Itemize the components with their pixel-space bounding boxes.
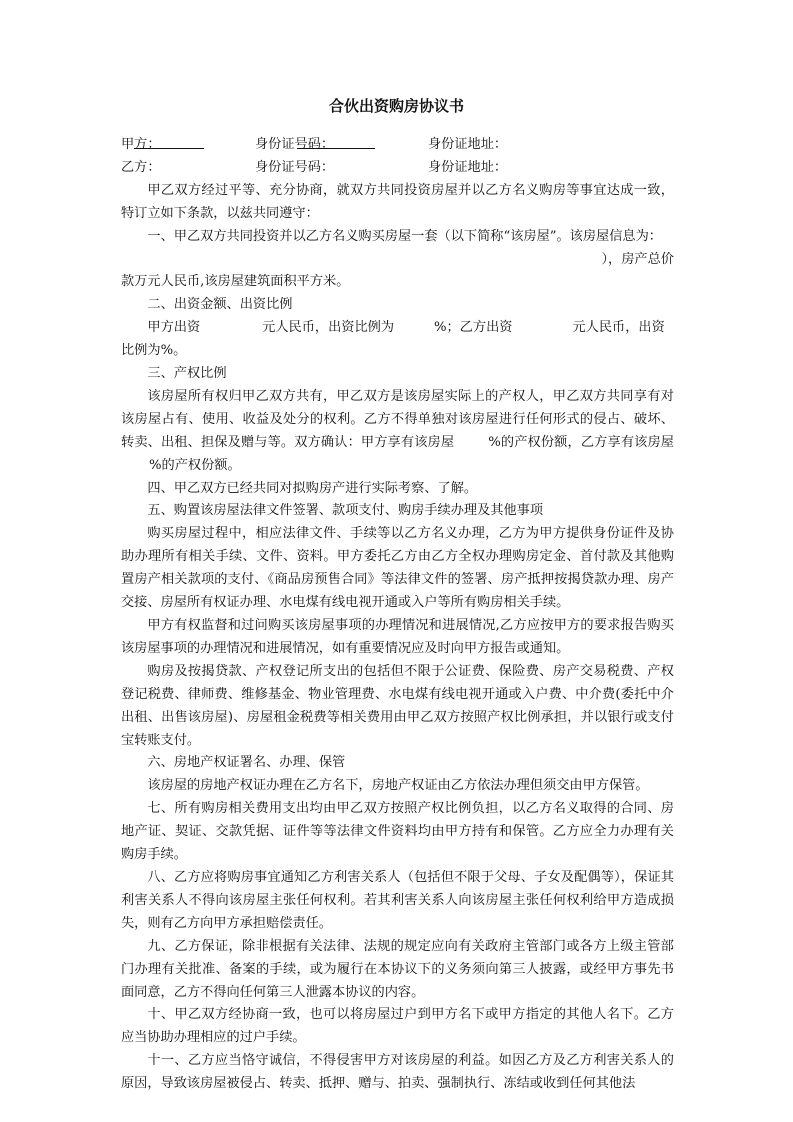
party-b-id-address: 身份证地址： (428, 159, 508, 175)
clause-1-area-label: 万元人民币,该房屋建筑面积 (134, 274, 297, 290)
document-title: 合伙出资购房协议书 (328, 97, 464, 115)
clause-3-body-3: %的产权份额。 (149, 457, 241, 473)
clause-3-body (121, 386, 674, 478)
clause-1-paragraph (121, 226, 674, 249)
clause-7: 七、所有购房相关费用支出均由甲乙双方按照产权比例负担，以乙方名义取得的合同、房地产证、契证、交款凭据、证件等等法律文件资料均由甲方持有和保管。乙方应全力办理有关购房手续。 (121, 801, 674, 863)
clause-5-paragraph-3: 购房及按揭贷款、产权登记所支出的包括但不限于公证费、保险费、房产交易税费、产权登记税费、律师费、维修基金、物业管理费、水电煤有线电视开通或入户费、中介费(委托中介出租、出售该房屋)、房屋租金税费等相关费用由甲乙双方按照产权比例承担，并以银行或支付宝转账支付。 (121, 663, 674, 748)
clause-8: 八、乙方应将购房事宜通知乙方利害关系人（包括但不限于父母、子女及配偶等），保证其利害关系人不得向该房屋主张任何权利。若其利害关系人向该房屋主张任何权利给甲方造成损失，则有乙方向甲方承担赔偿责任。 (121, 869, 674, 931)
party-b-id-number: 身份证号码： (255, 159, 335, 175)
clause-3-body-1: 该房屋所有权归甲乙双方共有，甲乙双方是该房屋实际上的产权人，甲乙双方共同享有对该房屋占有、使用、收益及处分的权利。乙方不得单独对该房屋进行任何形式的侵占、破坏、转卖、出租、担保及赠与等。双方确认：甲方享有该房屋 (121, 388, 674, 450)
clause-10: 十、甲乙双方经协商一致，也可以将房屋过户到甲方名下或甲方指定的其他人名下。乙方应当协助办理相应的过户手续。 (121, 1007, 674, 1046)
clause-1-area-unit: 平方米。 (296, 274, 350, 290)
clause-2-heading: 二、出资金额、出资比例 (147, 297, 293, 313)
clause-2-line2 (121, 340, 674, 363)
clause-2-f: %。 (160, 343, 187, 359)
clause-5-paragraph-2: 甲方有权监督和过问购买该房屋事项的办理情况和进展情况,乙方应按甲方的要求报告购买该房屋事项的办理情况和进展情况，如有重要情况应及时向甲方报告或通知。 (121, 618, 674, 656)
intro-paragraph: 甲乙双方经过平等、充分协商，就双方共同投资房屋并以乙方名义购房等事宜达成一致，特订立如下条款，以兹共同遵守： (121, 182, 674, 221)
clause-11: 十一、乙方应当恪守诚信，不得侵害甲方对该房屋的利益。如因乙方及乙方利害关系人的原因，导致该房屋被侵占、转卖、抵押、赠与、拍卖、强制执行、冻结或收到任何其他法 (121, 1053, 674, 1092)
clause-2-a: 甲方出资 (147, 320, 201, 336)
document-body (121, 134, 674, 1096)
clause-2-body (121, 317, 674, 340)
clause-1-price-label: 款 (121, 274, 135, 290)
clause-5-heading: 五、购置该房屋法律文件签署、款项支付、购房手续办理及其他事项 (147, 503, 544, 519)
clause-4: 四、甲乙双方已经共同对拟购房产进行实际考察、了解。 (147, 480, 478, 496)
clause-2-e: 比例为 (121, 343, 161, 359)
clause-6-body: 该房屋的房地产权证办理在乙方名下，房地产权证由乙方依法办理但须交由甲方保管。 (147, 778, 649, 794)
area-blank[interactable] (297, 134, 375, 149)
party-a-id-address: 身份证地址： (428, 137, 508, 152)
clause-6-heading: 六、房地产权证署名、办理、保管 (147, 755, 346, 771)
clause-2-b: 元人民币，出资比例为 (262, 320, 395, 336)
clause-3-body-2: %的产权份额，乙方享有该房屋 (488, 434, 674, 450)
clause-9: 九、乙方保证，除非根据有关法律、法规的规定应向有关政府主管部门或各方上级主管部门办理有关批准、备案的手续，或为履行在本协议下的义务须向第三人披露，或经甲方事先书面同意，乙方不得向任何第三人泄露本协议的内容。 (121, 938, 674, 1000)
price-blank[interactable] (134, 134, 204, 149)
clause-2-c: %；乙方出资 (434, 320, 513, 336)
clause-1-line2 (121, 249, 674, 272)
clause-1-text: 一、甲乙双方共同投资并以乙方名义购买房屋一套（以下简称“该房屋”。该房屋信息为： (147, 228, 662, 244)
party-b-label: 乙方： (121, 159, 161, 175)
clause-1-line3 (121, 271, 674, 294)
clause-2-d: 元人民币，出资 (572, 320, 665, 336)
party-b-row (121, 157, 674, 180)
party-a-id-number: 身份证号码： (255, 137, 335, 152)
clause-3-heading: 三、产权比例 (147, 366, 227, 382)
clause-1-total-label: ），房产总价 (601, 251, 674, 267)
party-a-label: 甲方： (121, 137, 161, 152)
clause-5-paragraph-1: 购买房屋过程中，相应法律文件、手续等以乙方名义办理，乙方为甲方提供身份证件及协助办理所有相关手续、文件、资料。甲方委托乙方由乙方全权办理购房定金、首付款及其他购置房产相关款项的支付、《商品房预售合同》等法律文件的签署、房产抵押按揭贷款办理、房产交接、房屋所有权证办理、水电煤有线电视开通或入户等所有购房相关手续。 (121, 526, 674, 611)
